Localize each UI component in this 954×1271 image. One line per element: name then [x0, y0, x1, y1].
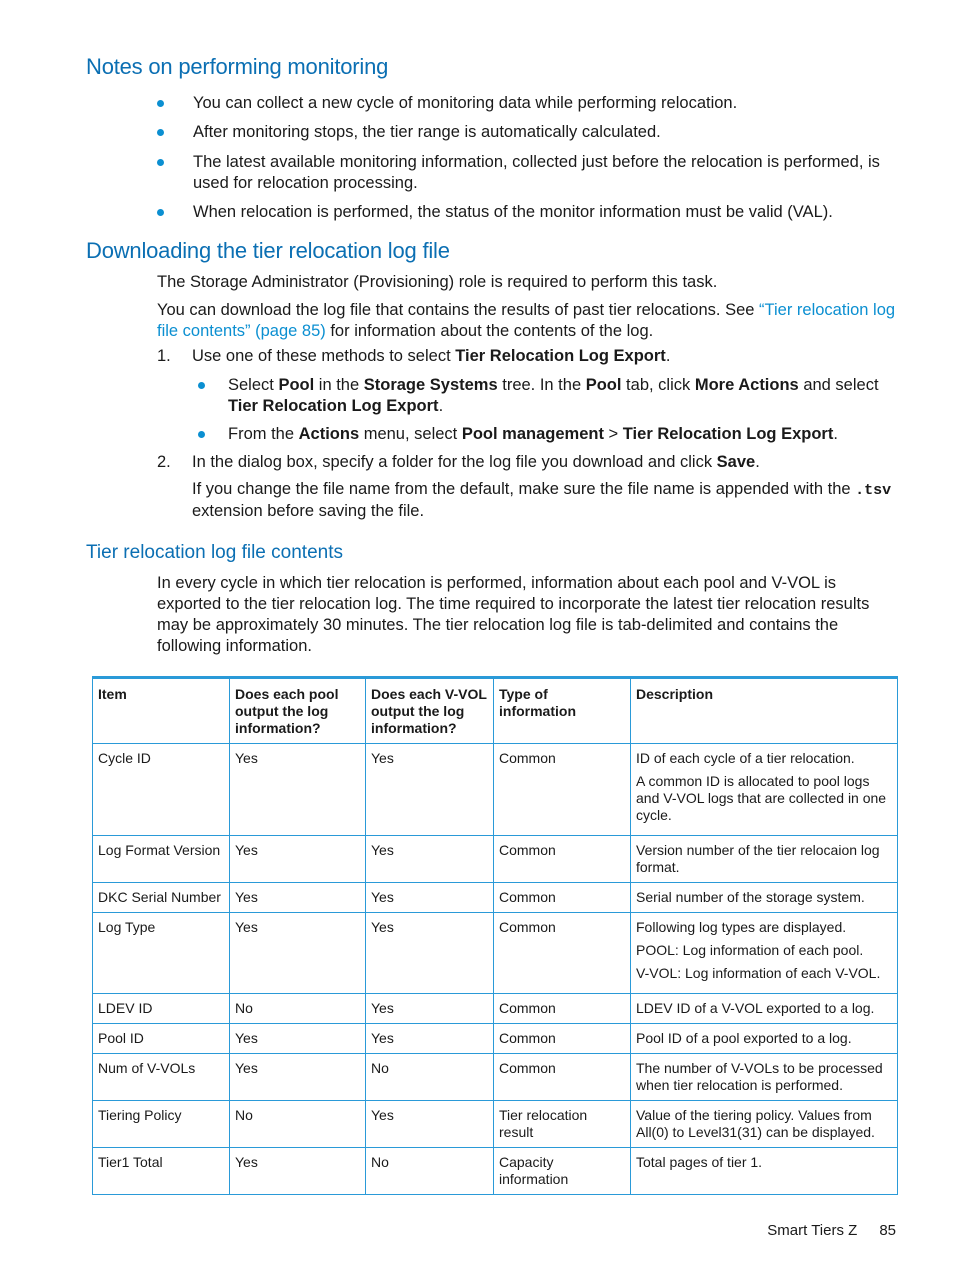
method-text: From the Actions menu, select Pool management > Tier Relocation Log Export. [228, 425, 838, 443]
cell-vvol: Yes [366, 836, 494, 883]
bullet-text: After monitoring stops, the tier range is automatically calculated. [193, 123, 661, 141]
list-item [157, 93, 897, 114]
bullet-text: When relocation is performed, the status of the monitor information must be valid (VAL). [193, 203, 833, 221]
cell-vvol: Yes [366, 994, 494, 1024]
cell-item: Num of V-VOLs [93, 1054, 230, 1101]
bullet-icon [198, 431, 205, 438]
section-title-contents: Tier relocation log file contents [86, 542, 343, 563]
table-row [93, 883, 898, 913]
contents-link[interactable]: “Tier relocation log file contents” (page 85) [157, 301, 896, 340]
method-text: Select Pool in the Storage Systems tree. In the Pool tab, click More Actions and select Tier Relocation Log Export. [228, 376, 879, 415]
cell-description: The number of V-VOLs to be processed when tier relocation is performed. [631, 1054, 898, 1101]
monitoring-bullet-list [157, 93, 897, 223]
bullet-icon [157, 159, 164, 166]
step-text [192, 346, 899, 367]
cell-description: ID of each cycle of a tier relocation. A common ID is allocated to pool logs and V-VOL logs that are collected in one cycle. [631, 744, 898, 836]
ui-term: Tier Relocation Log Export [455, 347, 666, 365]
cell-description: LDEV ID of a V-VOL exported to a log. [631, 994, 898, 1024]
book-title: Smart Tiers Z [767, 1222, 858, 1239]
cell-type: Common [494, 1024, 631, 1054]
column-header: Type of information [494, 678, 631, 744]
cell-type: Common [494, 913, 631, 994]
cell-pool: No [230, 1101, 366, 1148]
cell-type: Common [494, 1054, 631, 1101]
cell-item: LDEV ID [93, 994, 230, 1024]
cell-description: Serial number of the storage system. [631, 883, 898, 913]
column-header: Description [631, 678, 898, 744]
table-row [93, 913, 898, 994]
table-row [93, 1054, 898, 1101]
cell-pool: Yes [230, 836, 366, 883]
table-row [93, 1148, 898, 1195]
table-row [93, 744, 898, 836]
bullet-text: You can collect a new cycle of monitoring data while performing relocation. [193, 94, 738, 112]
text: . [665, 347, 671, 365]
intro-text: You can download the log file that contains the results of past tier relocations. See [157, 301, 760, 319]
cell-vvol: No [366, 1054, 494, 1101]
log-contents-table [92, 676, 898, 1195]
list-item [157, 122, 897, 143]
section-title-monitoring: Notes on performing monitoring [86, 54, 389, 79]
step-text: In the dialog box, specify a folder for the log file you download and click Save. [192, 453, 760, 471]
cell-item: Tiering Policy [93, 1101, 230, 1148]
cell-pool: Yes [230, 1054, 366, 1101]
page-footer [767, 1222, 896, 1239]
column-header: Does each V-VOL output the log information? [366, 678, 494, 744]
bullet-icon [157, 129, 164, 136]
cell-description: Value of the tiering policy. Values from All(0) to Level31(31) can be displayed. [631, 1101, 898, 1148]
cell-description: Version number of the tier relocaion log format. [631, 836, 898, 883]
step-2-note: If you change the file name from the default, make sure the file name is appended with the .tsv extension before saving the file. [192, 480, 892, 520]
table-row [93, 836, 898, 883]
cell-type: Common [494, 883, 631, 913]
file-extension: .tsv [855, 482, 892, 499]
bullet-icon [198, 382, 205, 389]
cell-vvol: Yes [366, 913, 494, 994]
cell-description: Total pages of tier 1. [631, 1148, 898, 1195]
list-item [157, 152, 897, 194]
cell-item: DKC Serial Number [93, 883, 230, 913]
cell-vvol: Yes [366, 883, 494, 913]
bullet-icon [157, 100, 164, 107]
cell-pool: No [230, 994, 366, 1024]
cell-pool: Yes [230, 913, 366, 994]
download-intro [157, 300, 899, 342]
page-number: 85 [879, 1222, 896, 1239]
bullet-icon [157, 209, 164, 216]
cell-pool: Yes [230, 1024, 366, 1054]
cell-type: Common [494, 836, 631, 883]
cell-item: Pool ID [93, 1024, 230, 1054]
cell-vvol: Yes [366, 744, 494, 836]
column-header: Item [93, 678, 230, 744]
cell-description: Pool ID of a pool exported to a log. [631, 1024, 898, 1054]
cell-description: Following log types are displayed. POOL: Log information of each pool. V-VOL: Log information of each V-VOL. [631, 913, 898, 994]
table-row [93, 994, 898, 1024]
cell-item: Tier1 Total [93, 1148, 230, 1195]
cell-item: Log Type [93, 913, 230, 994]
cell-type: Common [494, 744, 631, 836]
step-number: 1. [157, 347, 171, 365]
table-header-row [93, 678, 898, 744]
cell-pool: Yes [230, 1148, 366, 1195]
list-item [157, 202, 897, 223]
intro-text: for information about the contents of the log. [325, 322, 654, 340]
cell-vvol: Yes [366, 1101, 494, 1148]
cell-vvol: Yes [366, 1024, 494, 1054]
cell-type: Common [494, 994, 631, 1024]
table-row [93, 1024, 898, 1054]
cell-type: Capacity information [494, 1148, 631, 1195]
cell-type: Tier relocation result [494, 1101, 631, 1148]
step-number: 2. [157, 453, 171, 471]
cell-pool: Yes [230, 883, 366, 913]
cell-pool: Yes [230, 744, 366, 836]
contents-description: In every cycle in which tier relocation is performed, information about each pool and V-VOL is exported to the tier relocation log. The time required to incorporate the latest tier relocation results may be approximately 30 minutes. The tier relocation log file is tab-delimited and contains the following information. [157, 574, 870, 655]
column-header: Does each pool output the log information? [230, 678, 366, 744]
section-title-download: Downloading the tier relocation log file [86, 238, 450, 263]
cell-vvol: No [366, 1148, 494, 1195]
cell-item: Cycle ID [93, 744, 230, 836]
cell-item: Log Format Version [93, 836, 230, 883]
table-row [93, 1101, 898, 1148]
bullet-text: The latest available monitoring information, collected just before the relocation is performed, is used for relocation processing. [193, 153, 880, 192]
text: Use one of these methods to select [192, 347, 456, 365]
role-requirement: The Storage Administrator (Provisioning) role is required to perform this task. [157, 273, 718, 291]
